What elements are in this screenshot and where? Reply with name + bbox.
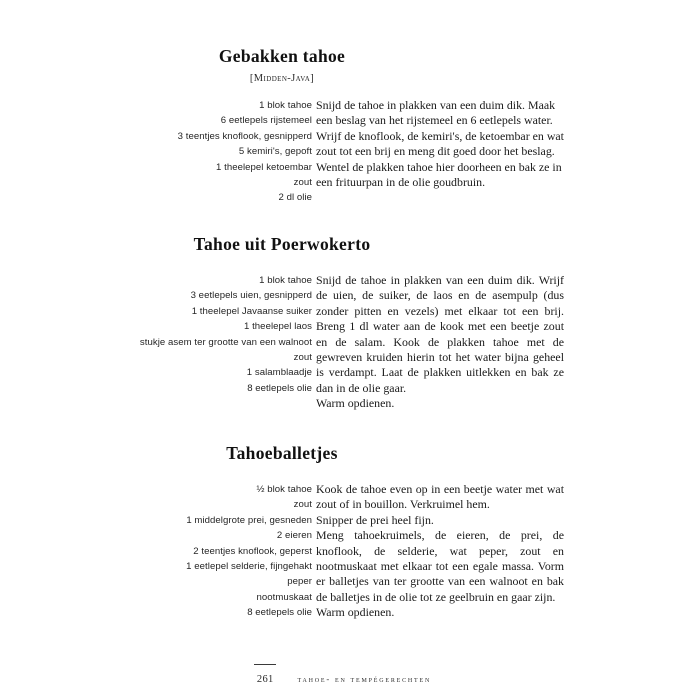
- instruction-paragraph: Snipper de prei heel fijn.: [316, 512, 434, 527]
- ingredient-item: 1 salamblaadje: [246, 367, 312, 379]
- folio-rule: [254, 664, 276, 665]
- ingredient-item: 5 kemiri's, gepoft: [238, 146, 312, 158]
- recipe-title: Tahoe uit Poerwokerto: [193, 234, 371, 254]
- recipe-section: [0, 234, 700, 411]
- instructions-text: [316, 273, 564, 412]
- ingredient-item: nootmuskaat: [256, 591, 312, 603]
- instruction-paragraph: Warm opdienen.: [316, 605, 395, 620]
- ingredient-item: 8 eetlepels olie: [247, 607, 312, 619]
- page-footer: [0, 664, 700, 687]
- ingredient-item: 1 theelepel Javaanse suiker: [191, 305, 312, 317]
- ingredient-item: peper: [287, 576, 312, 588]
- ingredient-item: 2 dl olie: [278, 192, 312, 204]
- ingredient-item: 1 theelepel laos: [243, 321, 312, 333]
- ingredient-item: zout: [293, 499, 312, 511]
- ingredient-item: 2 eieren: [276, 530, 312, 542]
- page-number: 261: [256, 674, 274, 685]
- ingredients-list: [60, 273, 312, 396]
- recipe-section: [0, 46, 700, 204]
- ingredient-item: 1 theelepel ketoembar: [216, 161, 312, 173]
- instruction-paragraph: Kook de tahoe even op in een beetje water met wat zout of in bouillon. Verkruimel hem.: [316, 482, 564, 512]
- ingredient-item: 6 eetlepels rijstemeel: [220, 115, 312, 127]
- recipe-section: [0, 443, 700, 620]
- instruction-paragraph: Meng tahoekruimels, de eieren, de prei, de knoflook, de selderie, wat peper, zout en nootmuskaat met elkaar tot een egale massa. Vorm er balletjes van ter grootte van een walnoot en bak de balletjes in de olie tot ze geelbruin en gaar zijn.: [316, 528, 564, 604]
- instruction-paragraph: Warm opdienen.: [316, 396, 395, 411]
- instruction-paragraph: Snijd de tahoe in plakken van een duim dik. Maak een beslag van het rijstemeel en 6 eetlepels water. Wrijf de knoflook, de kemiri's, de ketoembar en wat zout tot een brij en meng dit goed door het beslag. Wentel de plakken tahoe hier doorheen en bak ze in een frituurpan in de olie goudbruin.: [316, 98, 564, 190]
- running-head: tahoe- en tempégerechten: [297, 674, 432, 684]
- instruction-paragraph: Snijd de tahoe in plakken van een duim dik. Wrijf de uien, de suiker, de laos en de asempulp (dus zonder pitten en vezels) met elkaar tot een brij. Breng 1 dl water aan de kook met een beetje zout en de salam. Kook de plakken tahoe met de gewreven kruiden hierin tot het water bijna geheel is verdampt. Laat de plakken uitlekken en bak ze dan in de olie gaar.: [316, 273, 564, 395]
- ingredient-item: ½ blok tahoe: [256, 484, 312, 495]
- folio-group: [257, 664, 274, 687]
- ingredient-item: 3 teentjes knoflook, gesnipperd: [177, 130, 312, 142]
- recipe-title: Tahoeballetjes: [226, 443, 338, 463]
- ingredients-list: [60, 482, 312, 621]
- ingredient-item: 3 eetlepels uien, gesnipperd: [190, 290, 312, 302]
- ingredient-item: stukje asem ter grootte van een walnoot: [139, 336, 312, 348]
- ingredient-item: 8 eetlepels olie: [247, 382, 312, 394]
- ingredient-item: 2 teentjes knoflook, geperst: [193, 545, 312, 557]
- instructions-text: [316, 98, 564, 190]
- ingredient-item: 1 blok tahoe: [259, 275, 312, 286]
- ingredient-item: 1 middelgrote prei, gesneden: [186, 514, 312, 526]
- ingredient-item: zout: [293, 177, 312, 189]
- recipe-subtitle: [Midden-Java]: [249, 73, 315, 84]
- recipe-title: Gebakken tahoe: [218, 46, 346, 66]
- instructions-text: [316, 482, 564, 621]
- ingredient-item: 1 blok tahoe: [259, 100, 312, 111]
- ingredients-list: [60, 98, 312, 206]
- ingredient-item: zout: [293, 352, 312, 364]
- ingredient-item: 1 eetlepel selderie, fijngehakt: [186, 561, 312, 573]
